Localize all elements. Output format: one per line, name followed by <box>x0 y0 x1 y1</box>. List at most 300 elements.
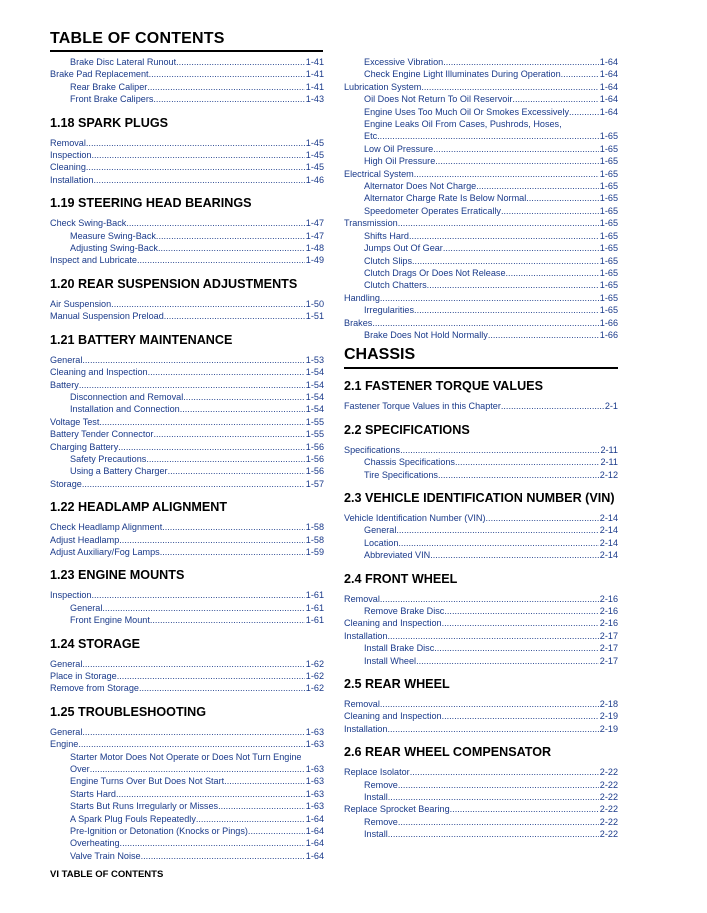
dot-leader <box>148 366 305 378</box>
toc-entry-title: Lubrication System <box>344 81 422 92</box>
dot-leader <box>91 589 304 601</box>
toc-entry-page: 2-19 <box>599 723 618 734</box>
toc-entry-page: 1-61 <box>305 615 324 626</box>
toc-entry-page: 2-14 <box>599 512 618 523</box>
toc-entry-page: 2-22 <box>599 816 618 827</box>
toc-entry-title: Jumps Out Of Gear <box>364 243 443 254</box>
toc-entry-page: 1-41 <box>305 57 324 67</box>
toc-entry-title: Disconnection and Removal <box>70 391 184 402</box>
toc-entry-title: Safety Precautions <box>70 453 147 464</box>
dot-leader <box>427 279 599 291</box>
toc-entry-title: Engine Turns Over But Does Not Start <box>70 776 225 787</box>
toc-entry-page: 1-57 <box>305 478 324 489</box>
dot-leader <box>501 205 599 217</box>
toc-entry[interactable] <box>50 478 324 490</box>
toc-entry[interactable] <box>344 155 618 167</box>
toc-entry-title: Clutch Drags Or Does Not Release <box>364 267 506 278</box>
toc-entry[interactable] <box>344 93 618 105</box>
dot-leader <box>380 698 599 710</box>
dot-leader <box>111 298 305 310</box>
toc-entry-title: Tire Specifications <box>364 469 438 480</box>
dot-leader <box>388 828 599 840</box>
dot-leader <box>380 292 599 304</box>
dot-leader <box>139 682 305 694</box>
toc-entry-continuation[interactable] <box>50 763 324 775</box>
section-heading-1-18-spark-plugs: 1.18 SPARK PLUGS <box>50 115 169 130</box>
toc-entry[interactable] <box>50 521 324 533</box>
toc-entry[interactable] <box>344 168 618 180</box>
toc-entry[interactable] <box>50 149 324 161</box>
toc-entry[interactable] <box>50 56 324 68</box>
toc-entry-page: 1-62 <box>305 683 324 694</box>
toc-entry[interactable] <box>344 828 618 840</box>
toc-entry[interactable] <box>344 549 618 561</box>
toc-entry[interactable] <box>50 453 324 465</box>
toc-entry[interactable] <box>50 534 324 546</box>
toc-entry[interactable] <box>50 161 324 173</box>
dot-leader <box>126 217 304 229</box>
toc-entry-title: Install <box>364 829 388 840</box>
toc-entry[interactable] <box>50 93 324 105</box>
toc-entry-title: Inspection <box>50 590 92 601</box>
toc-entry-title: Installation and Connection <box>70 404 180 415</box>
toc-entry[interactable] <box>50 137 324 149</box>
dot-leader <box>438 469 599 481</box>
toc-entry-page: 1-65 <box>599 292 618 303</box>
dot-leader <box>102 602 304 614</box>
toc-entry[interactable] <box>344 68 618 80</box>
dot-leader <box>442 710 599 722</box>
toc-entry-page: 1-61 <box>305 602 324 613</box>
toc-entry[interactable] <box>344 605 618 617</box>
toc-entry-page: 2-22 <box>599 767 618 778</box>
toc-entry-title: Valve Train Noise <box>70 850 141 861</box>
dot-leader <box>168 465 305 477</box>
toc-entry[interactable] <box>344 524 618 536</box>
toc-entry-title: Clutch Chatters <box>364 280 427 291</box>
dot-leader <box>93 174 304 186</box>
toc-entry-page: 2-16 <box>599 606 618 616</box>
dot-leader <box>183 391 305 403</box>
toc-entry-page: 1-50 <box>305 298 324 309</box>
toc-entry[interactable] <box>50 428 324 440</box>
dot-leader <box>176 56 305 68</box>
toc-entry-title: Pre-Ignition or Detonation (Knocks or Pings) <box>70 826 248 837</box>
toc-entry-title: Excessive Vibration <box>364 57 444 67</box>
toc-entry[interactable] <box>344 779 618 791</box>
dot-leader <box>409 230 599 242</box>
toc-entry[interactable] <box>344 816 618 828</box>
toc-entry-page: 1-56 <box>305 466 324 477</box>
toc-entry-title: Manual Suspension Preload <box>50 311 164 322</box>
toc-entry[interactable] <box>344 456 618 468</box>
dot-leader <box>147 81 304 93</box>
toc-entry[interactable] <box>344 81 618 93</box>
toc-entry-title: Cleaning and Inspection <box>50 367 148 378</box>
toc-entry-title: Installation <box>344 630 388 641</box>
dot-leader <box>410 766 599 778</box>
toc-entry-continuation[interactable] <box>344 130 618 142</box>
toc-entry-title: Cleaning and Inspection <box>344 618 442 629</box>
toc-entry-title: Rear Brake Caliper <box>70 81 148 92</box>
toc-entry[interactable] <box>50 403 324 415</box>
toc-entry[interactable] <box>344 242 618 254</box>
toc-entry-title: Air Suspension <box>50 298 112 309</box>
dot-leader <box>248 825 305 837</box>
dot-leader <box>158 242 305 254</box>
toc-entry-page: 1-65 <box>599 305 618 316</box>
toc-entry-title: Check Swing-Back <box>50 218 127 229</box>
dot-leader <box>79 379 305 391</box>
toc-entry-title: Handling <box>344 292 380 303</box>
toc-entry-page: 1-63 <box>305 739 324 750</box>
toc-entry-page: 1-65 <box>599 243 618 254</box>
toc-entry-page: 1-56 <box>305 453 324 464</box>
toc-entry-title: Specifications <box>344 444 401 455</box>
toc-entry[interactable] <box>50 254 324 266</box>
toc-entry[interactable] <box>50 81 324 93</box>
toc-entry-title: Inspection <box>50 150 92 161</box>
toc-entry-page: 1-45 <box>305 137 324 148</box>
section-heading-1-24-storage: 1.24 STORAGE <box>50 636 141 651</box>
toc-entry-page: 2-22 <box>599 792 618 803</box>
toc-entry-title: Starter Motor Does Not Operate or Does Not Turn Engine <box>70 751 302 762</box>
section-heading-1-25-troubleshooting: 1.25 TROUBLESHOOTING <box>50 704 207 719</box>
dot-leader <box>120 837 305 849</box>
toc-entry-page: 1-66 <box>599 329 618 340</box>
toc-entry[interactable] <box>344 255 618 267</box>
toc-entry[interactable] <box>344 655 618 667</box>
toc-entry-title: Overheating <box>70 838 120 849</box>
dot-leader <box>569 106 599 118</box>
dot-leader <box>414 304 599 316</box>
toc-entry[interactable] <box>50 788 324 800</box>
toc-entry[interactable] <box>50 441 324 453</box>
toc-entry-page: 1-58 <box>305 522 324 533</box>
toc-entry-title: Charging Battery <box>50 441 119 452</box>
toc-entry-title: Alternator Charge Rate Is Below Normal <box>364 193 527 204</box>
toc-entry[interactable] <box>50 298 324 310</box>
toc-entry-title: Fastener Torque Values in this Chapter <box>344 401 501 412</box>
dot-leader <box>141 850 305 862</box>
toc-entry-title: Removal <box>344 593 380 604</box>
toc-entry-title: High Oil Pressure <box>364 156 436 167</box>
toc-entry-page: 1-46 <box>305 174 324 185</box>
toc-entry[interactable] <box>344 230 618 242</box>
toc-entry-title: Brakes <box>344 317 373 328</box>
toc-entry-title: Removal <box>344 699 380 710</box>
toc-entry[interactable] <box>344 192 618 204</box>
left-column <box>50 56 324 862</box>
toc-entry-page: 1-59 <box>305 546 324 557</box>
toc-entry[interactable] <box>344 710 618 722</box>
dot-leader <box>137 254 305 266</box>
toc-entry-page: 1-48 <box>305 243 324 254</box>
toc-entry-page: 1-63 <box>305 801 324 812</box>
toc-entry-title: Installation <box>50 174 94 185</box>
toc-entry[interactable] <box>50 751 324 763</box>
toc-entry[interactable] <box>50 366 324 378</box>
toc-entry[interactable] <box>344 106 618 118</box>
dot-leader <box>443 56 599 68</box>
toc-entry-title: Starts Hard <box>70 788 116 799</box>
dot-leader <box>180 403 305 415</box>
toc-entry-page: 1-64 <box>599 69 618 80</box>
toc-entry[interactable] <box>344 803 618 815</box>
toc-entry-page: 1-63 <box>305 726 324 737</box>
toc-entry-page: 2-17 <box>599 630 618 641</box>
dot-leader <box>486 512 599 524</box>
toc-entry-title: Cleaning <box>50 162 86 173</box>
dot-leader <box>398 217 599 229</box>
toc-entry-title: Measure Swing-Back <box>70 230 156 241</box>
toc-entry[interactable] <box>50 379 324 391</box>
toc-entry-title: Install <box>364 792 388 803</box>
section-heading-1-19-steering-head-bearings: 1.19 STEERING HEAD BEARINGS <box>50 196 252 211</box>
toc-entry-title: Removal <box>50 137 86 148</box>
dot-leader <box>398 816 599 828</box>
dot-leader <box>380 593 599 605</box>
toc-entry[interactable] <box>50 465 324 477</box>
toc-entry-title: Brake Pad Replacement <box>50 69 149 80</box>
toc-entry[interactable] <box>50 230 324 242</box>
dot-leader <box>162 521 305 533</box>
toc-entry-page: 2-14 <box>599 550 618 561</box>
toc-entry[interactable] <box>50 813 324 825</box>
toc-entry[interactable] <box>344 698 618 710</box>
toc-entry[interactable] <box>50 546 324 558</box>
section-heading-2-2-specifications: 2.2 SPECIFICATIONS <box>344 422 470 437</box>
toc-entry-page: 2-11 <box>600 457 618 468</box>
toc-entry-title: Installation <box>344 723 388 734</box>
toc-entry-title: Low Oil Pressure <box>364 143 434 154</box>
toc-entry-title: Brake Disc Lateral Runout <box>70 57 177 67</box>
toc-entry-title: Battery Tender Connector <box>50 429 154 440</box>
toc-entry-title: Speedometer Operates Erratically <box>364 205 501 216</box>
toc-entry-title: Vehicle Identification Number (VIN) <box>344 512 486 523</box>
toc-entry[interactable] <box>344 267 618 279</box>
toc-entry-page: 1-66 <box>599 317 618 328</box>
toc-entry-title: Engine <box>50 739 79 750</box>
chapter-heading: CHASSIS <box>344 346 416 364</box>
toc-entry[interactable] <box>344 469 618 481</box>
dot-leader <box>450 803 599 815</box>
dot-leader <box>86 161 305 173</box>
toc-entry-page: 1-65 <box>599 218 618 229</box>
toc-entry-title: Front Brake Calipers <box>70 94 154 105</box>
toc-entry-title: Transmission <box>344 218 398 229</box>
dot-leader <box>82 354 304 366</box>
toc-entry[interactable] <box>344 217 618 229</box>
toc-entry[interactable] <box>344 400 618 412</box>
toc-entry-page: 1-65 <box>599 156 618 167</box>
dot-leader <box>455 456 599 468</box>
toc-entry-title: General <box>364 525 397 536</box>
dot-leader <box>99 416 304 428</box>
dot-leader <box>443 242 599 254</box>
toc-entry[interactable] <box>50 825 324 837</box>
toc-entry-title: Remove <box>364 816 398 827</box>
toc-entry-page: 1-56 <box>305 441 324 452</box>
toc-entry[interactable] <box>344 292 618 304</box>
toc-entry[interactable] <box>344 593 618 605</box>
toc-entry-page: 2-18 <box>599 699 618 710</box>
toc-entry-page: 1-65 <box>599 267 618 278</box>
dot-leader <box>153 428 304 440</box>
toc-entry-title: Adjust Headlamp <box>50 534 120 545</box>
toc-entry[interactable] <box>344 143 618 155</box>
toc-entry-title: Shifts Hard <box>364 230 409 241</box>
toc-entry-title: Install Brake Disc <box>364 643 435 654</box>
toc-entry[interactable] <box>344 723 618 735</box>
toc-entry[interactable] <box>344 304 618 316</box>
toc-entry-title: Inspect and Lubricate <box>50 255 137 266</box>
toc-entry-page: 1-64 <box>599 81 618 92</box>
toc-entry-page: 1-54 <box>305 404 324 415</box>
toc-entry-title: General <box>50 658 83 669</box>
dot-leader <box>116 788 305 800</box>
toc-entry-page: 1-65 <box>599 280 618 291</box>
dot-leader <box>387 630 598 642</box>
dot-leader <box>501 400 604 412</box>
dot-leader <box>476 180 599 192</box>
section-heading-1-20-rear-suspension-adjustments: 1.20 REAR SUSPENSION ADJUSTMENTS <box>50 276 298 291</box>
dot-leader <box>435 155 599 167</box>
toc-entry-page: 1-58 <box>305 534 324 545</box>
toc-entry-page: 1-54 <box>305 379 324 390</box>
toc-entry-title: Starts But Runs Irregularly or Misses <box>70 801 219 812</box>
dot-leader <box>91 149 304 161</box>
toc-entry-title: Voltage Test <box>50 416 100 427</box>
toc-entry-page: 1-41 <box>305 69 324 80</box>
toc-entry[interactable] <box>50 68 324 80</box>
toc-entry[interactable] <box>50 217 324 229</box>
toc-entry[interactable] <box>50 800 324 812</box>
toc-entry[interactable] <box>50 850 324 862</box>
toc-entry-title: Engine Leaks Oil From Cases, Pushrods, Hoses, <box>364 119 562 130</box>
page-title: TABLE OF CONTENTS <box>50 30 225 47</box>
toc-entry[interactable] <box>344 205 618 217</box>
dot-leader <box>396 524 598 536</box>
toc-entry-page: 2-12 <box>599 469 618 480</box>
section-heading-2-5-rear-wheel: 2.5 REAR WHEEL <box>344 677 450 692</box>
toc-entry[interactable] <box>344 791 618 803</box>
section-heading-2-4-front-wheel: 2.4 FRONT WHEEL <box>344 571 458 586</box>
toc-entry-title: Brake Does Not Hold Normally <box>364 329 488 340</box>
toc-entry-title: Check Engine Light Illuminates During Operation <box>364 69 561 80</box>
toc-entry[interactable] <box>344 766 618 778</box>
toc-entry[interactable] <box>50 310 324 322</box>
dot-leader <box>421 81 598 93</box>
toc-entry-page: 1-62 <box>305 671 324 681</box>
toc-entry[interactable] <box>50 589 324 601</box>
toc-entry[interactable] <box>344 642 618 654</box>
toc-entry-page: 1-41 <box>305 81 324 92</box>
toc-entry[interactable] <box>50 614 324 626</box>
toc-entry-page: 2-22 <box>599 829 618 840</box>
toc-entry-title: Place in Storage <box>50 671 117 681</box>
dot-leader <box>416 655 599 667</box>
dot-leader <box>561 68 599 80</box>
toc-entry[interactable] <box>344 444 618 456</box>
dot-leader <box>196 813 305 825</box>
toc-entry-title: Replace Sprocket Bearing <box>344 804 450 815</box>
toc-entry[interactable] <box>344 617 618 629</box>
dot-leader <box>372 317 598 329</box>
toc-entry-title: Clutch Slips <box>364 255 413 266</box>
toc-entry[interactable] <box>50 726 324 738</box>
toc-entry[interactable] <box>50 738 324 750</box>
toc-entry-page: 1-55 <box>305 429 324 440</box>
toc-entry[interactable] <box>344 329 618 341</box>
toc-entry-title: Remove <box>364 779 398 790</box>
toc-entry[interactable] <box>50 416 324 428</box>
dot-leader <box>400 444 599 456</box>
toc-entry-page: 1-64 <box>305 838 324 849</box>
dot-leader <box>78 738 304 750</box>
toc-entry[interactable] <box>344 537 618 549</box>
toc-entry-page: 1-63 <box>305 764 324 775</box>
section-heading-1-22-headlamp-alignment: 1.22 HEADLAMP ALIGNMENT <box>50 500 228 515</box>
toc-entry[interactable] <box>50 837 324 849</box>
toc-entry-title: Adjust Auxiliary/Fog Lamps <box>50 546 160 557</box>
dot-leader <box>153 93 304 105</box>
toc-entry[interactable] <box>50 670 324 682</box>
dot-leader <box>156 230 305 242</box>
toc-entry-page: 2-17 <box>599 655 618 666</box>
toc-entry-page: 1-62 <box>305 658 324 669</box>
toc-entry-title: Abbreviated VIN <box>364 550 431 561</box>
dot-leader <box>149 68 305 80</box>
toc-entry-page: 1-51 <box>305 311 324 322</box>
toc-entry[interactable] <box>344 56 618 68</box>
toc-entry[interactable] <box>344 317 618 329</box>
toc-entry-page: 1-63 <box>305 776 324 787</box>
toc-entry-page: 1-63 <box>305 788 324 799</box>
dot-leader <box>444 605 598 617</box>
dot-leader <box>82 658 304 670</box>
toc-entry[interactable] <box>344 118 618 130</box>
toc-entry-page: 1-64 <box>305 850 324 861</box>
toc-entry[interactable] <box>50 602 324 614</box>
dot-leader <box>117 670 305 682</box>
toc-entry-page: 2-22 <box>599 804 618 815</box>
dot-leader <box>150 614 305 626</box>
toc-entry[interactable] <box>50 682 324 694</box>
toc-entry[interactable] <box>50 174 324 186</box>
dot-leader <box>526 192 599 204</box>
toc-entry[interactable] <box>50 391 324 403</box>
toc-entry-title: Irregularities <box>364 305 415 316</box>
toc-entry-title: General <box>50 726 83 737</box>
toc-entry[interactable] <box>344 180 618 192</box>
toc-entry-title: Storage <box>50 478 82 489</box>
toc-entry[interactable] <box>50 775 324 787</box>
toc-entry[interactable] <box>50 242 324 254</box>
toc-entry[interactable] <box>50 658 324 670</box>
toc-entry-page: 1-65 <box>599 193 618 204</box>
toc-entry-page: 1-54 <box>305 367 324 378</box>
toc-entry-page: 1-55 <box>305 416 324 427</box>
dot-leader <box>434 642 599 654</box>
toc-entry[interactable] <box>50 354 324 366</box>
toc-entry-title: Engine Uses Too Much Oil Or Smokes Excessively <box>364 106 570 117</box>
toc-entry[interactable] <box>344 279 618 291</box>
toc-entry-title-continued: Over <box>70 764 90 775</box>
toc-entry[interactable] <box>344 630 618 642</box>
toc-entry[interactable] <box>344 512 618 524</box>
toc-entry-page: 2-17 <box>599 643 618 654</box>
